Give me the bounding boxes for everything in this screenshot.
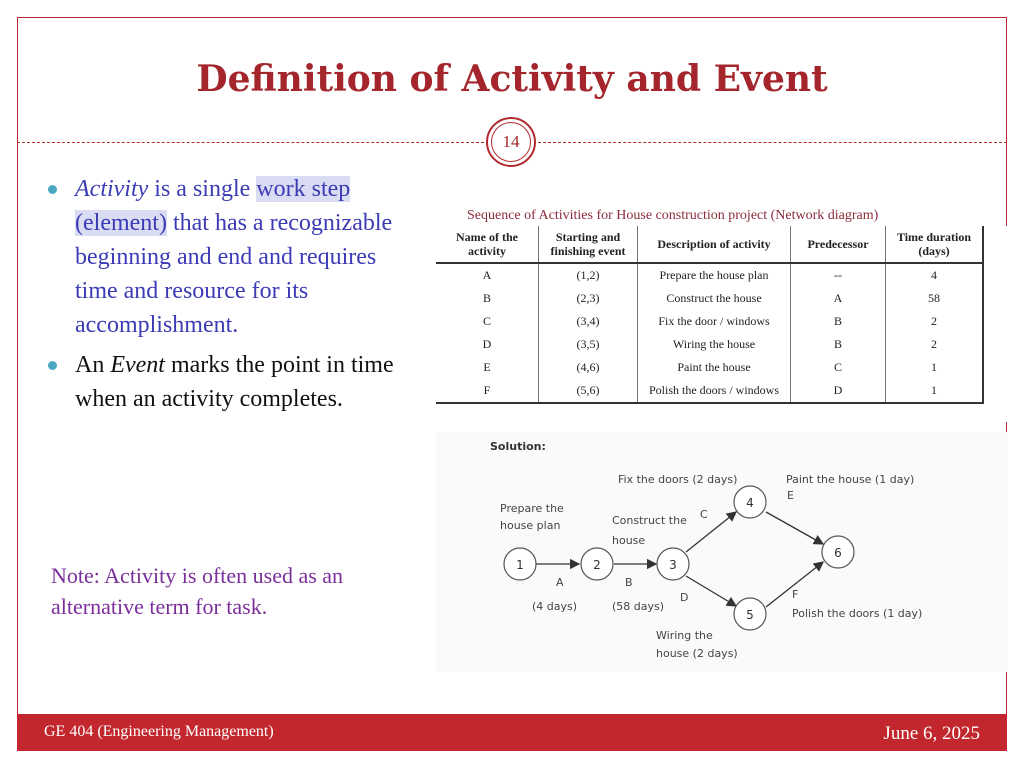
label-wiring-2: house (2 days) [656, 647, 738, 660]
activity-table [436, 226, 984, 404]
label-wiring-1: Wiring the [656, 629, 713, 642]
network-diagram-image [436, 432, 1008, 672]
bullet-activity-text-1: is a single [148, 176, 257, 202]
table-cell: 2 [886, 333, 984, 356]
table-cell: D [791, 379, 886, 403]
node-2 [581, 548, 613, 580]
footer-course: GE 404 (Engineering Management) [44, 723, 274, 740]
work-step-highlight: work step (element) [75, 176, 351, 236]
label-b-days: (58 days) [612, 600, 665, 613]
label-paint: Paint the house (1 day) [786, 473, 915, 486]
table-row [436, 263, 983, 287]
node-6-label: 6 [834, 546, 842, 560]
title-divider-right [538, 142, 1007, 143]
label-a-days: (4 days) [532, 600, 578, 613]
table-cell: D [436, 333, 539, 356]
table-cell: Wiring the house [638, 333, 791, 356]
node-3-label: 3 [669, 558, 677, 572]
table-row [436, 333, 983, 356]
table-cell: (5,6) [539, 379, 638, 403]
table-row [436, 287, 983, 310]
footer-bar [17, 714, 1007, 751]
bullet-activity-text-2: that has a recognizable beginning and end and requires time and resource for its accomplishment. [75, 210, 393, 338]
label-b: B [625, 576, 633, 589]
table-cell: Prepare the house plan [638, 263, 791, 287]
label-c: C [700, 508, 708, 521]
node-6 [822, 536, 854, 568]
table-cell: 2 [886, 310, 984, 333]
table-cell: 1 [886, 379, 984, 403]
table-cell: A [436, 263, 539, 287]
table-cell: Paint the house [638, 356, 791, 379]
bullet-event [48, 348, 420, 416]
node-2-label: 2 [593, 558, 601, 572]
term-activity: Activity [75, 176, 149, 202]
arrow-activity-d [686, 576, 736, 606]
table-row [436, 356, 983, 379]
table-cell: (3,5) [539, 333, 638, 356]
bullet-event-text-1: An [75, 352, 111, 378]
bullet-dot-icon [48, 185, 57, 194]
table-cell: C [436, 310, 539, 333]
label-prepare-2: house plan [500, 519, 561, 532]
table-cell: Construct the house [638, 287, 791, 310]
table-cell: B [436, 287, 539, 310]
node-1-label: 1 [516, 558, 524, 572]
node-4 [734, 486, 766, 518]
table-cell: (1,2) [539, 263, 638, 287]
table-header-row [436, 226, 983, 263]
label-prepare-1: Prepare the [500, 502, 564, 515]
bullet-activity [48, 172, 420, 342]
table-cell: 1 [886, 356, 984, 379]
arrow-activity-c [686, 512, 736, 552]
table-cell: (4,6) [539, 356, 638, 379]
node-5-label: 5 [746, 608, 754, 622]
col-header-predecessor: Predecessor [791, 226, 886, 263]
figure-caption: Sequence of Activities for House construction project (Network diagram) [467, 208, 879, 223]
table-cell: 58 [886, 287, 984, 310]
label-e: E [787, 489, 794, 502]
label-d: D [680, 591, 689, 604]
label-fix: Fix the doors (2 days) [618, 473, 738, 486]
slide-title: Definition of Activity and Event [196, 58, 828, 100]
note-text: Note: Activity is often used as an alternative term for task. [51, 563, 344, 619]
page-number-badge [486, 117, 536, 167]
table-cell: B [791, 333, 886, 356]
table-cell: 4 [886, 263, 984, 287]
table-cell: C [791, 356, 886, 379]
node-1 [504, 548, 536, 580]
bullet-list [48, 172, 420, 416]
col-header-name: Name of the activity [436, 226, 539, 263]
arrow-activity-e [766, 512, 823, 544]
table-cell: E [436, 356, 539, 379]
label-polish: Polish the doors (1 day) [792, 607, 923, 620]
title-divider-left [17, 142, 484, 143]
network-diagram [436, 432, 1008, 672]
page-number: 14 [491, 122, 531, 162]
col-header-description: Description of activity [638, 226, 791, 263]
footer-date: June 6, 2025 [883, 723, 980, 744]
node-3 [657, 548, 689, 580]
label-construct-1: Construct the [612, 514, 687, 527]
table-cell: Polish the doors / windows [638, 379, 791, 403]
node-5 [734, 598, 766, 630]
term-event: Event [110, 352, 165, 378]
table-row [436, 310, 983, 333]
table-row [436, 379, 983, 403]
table-cell: -- [791, 263, 886, 287]
table-cell: (3,4) [539, 310, 638, 333]
col-header-events: Starting and finishing event [539, 226, 638, 263]
bullet-event-text-2: marks the point in time when an activity completes. [75, 352, 394, 412]
label-f: F [792, 588, 799, 601]
col-header-duration: Time duration (days) [886, 226, 984, 263]
table-cell: (2,3) [539, 287, 638, 310]
node-4-label: 4 [746, 496, 754, 510]
bullet-dot-icon [48, 361, 57, 370]
solution-label: Solution: [490, 440, 546, 453]
table-cell: F [436, 379, 539, 403]
table-cell: B [791, 310, 886, 333]
label-a: A [556, 576, 564, 589]
table-cell: Fix the door / windows [638, 310, 791, 333]
activity-table-image [436, 226, 1008, 422]
table-cell: A [791, 287, 886, 310]
label-construct-2: house [612, 534, 646, 547]
